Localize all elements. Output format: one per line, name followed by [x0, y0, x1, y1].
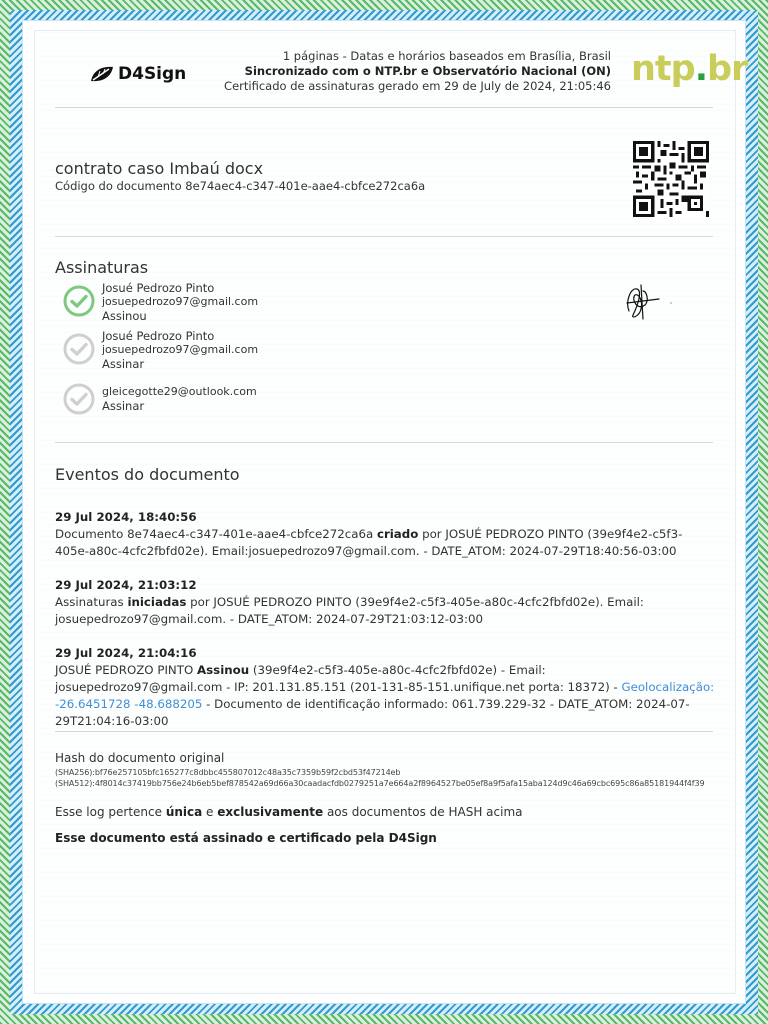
document-title: contrato caso Imbaú docx	[55, 159, 264, 178]
event-description: Assinaturas iniciadas por JOSUÉ PEDROZO PINTO (39e9f4e2-c5f3-405e-a80c-4cfc2fbfd02e). Email: josuepedrozo97@gmail.com. - DATE_ATOM: 2024-07-29T21:03:12-03:00	[55, 595, 644, 626]
events-title: Eventos do documento	[55, 465, 240, 484]
check-circle-icon	[63, 383, 95, 415]
signer-email: josuepedrozo97@gmail.com	[102, 295, 259, 308]
signer-email: josuepedrozo97@gmail.com	[102, 343, 259, 356]
signer-email: gleicegotte29@outlook.com	[102, 385, 257, 398]
signer-row	[63, 379, 463, 425]
log-ownership-note: Esse log pertence única e exclusivamente aos documentos de HASH acima	[55, 805, 523, 819]
divider	[55, 442, 713, 443]
certification-statement: Esse documento está assinado e certificado pela D4Sign	[55, 831, 437, 845]
header-pages-line: 1 páginas - Datas e horários baseados em Brasília, Brasil	[282, 49, 611, 63]
d4sign-logo	[89, 64, 186, 84]
ntp-br-logo: ntp.br	[631, 49, 748, 89]
divider	[55, 236, 713, 237]
certificate-page	[34, 30, 748, 994]
check-circle-icon	[63, 285, 95, 317]
d4sign-leaf-icon	[89, 65, 115, 83]
handwritten-signature	[619, 281, 675, 321]
divider	[55, 107, 713, 108]
divider	[55, 731, 713, 732]
event-item	[55, 509, 715, 560]
certificate-header	[35, 31, 748, 109]
geolocation-link[interactable]: Geolocalização: -26.6451728 -48.688205	[55, 680, 715, 711]
signer-row	[63, 329, 463, 375]
signer-name: Josué Pedrozo Pinto	[102, 281, 215, 295]
check-circle-icon	[63, 333, 95, 365]
header-sync-line: Sincronizado com o NTP.br e Observatório Nacional (ON)	[244, 64, 611, 78]
event-description: Documento 8e74aec4-c347-401e-aae4-cbfce272ca6a criado por JOSUÉ PEDROZO PINTO (39e9f4e2-c5f3-405e-a80c-4cfc2fbfd02e). Email:josuepedrozo97@gmail.com. - DATE_ATOM: 2024-07-29T18:40:56-03:00	[55, 527, 683, 558]
header-generated-line: Certificado de assinaturas gerado em 29 de July de 2024, 21:05:46	[224, 79, 611, 93]
event-item	[55, 577, 715, 628]
signer-status: Assinou	[102, 309, 147, 323]
hash-title: Hash do documento original	[55, 751, 225, 765]
document-code: Código do documento 8e74aec4-c347-401e-aae4-cbfce272ca6a	[55, 179, 426, 193]
hash-sha512: (SHA512):4f8014c37419bb756e24b6eb5bef878542a69d66a30caadacfdb0279251a7e664a2f8964527be05ef8a9f5afa15aba124d9c46a69cbc695c86a85181944f4f39	[55, 779, 705, 788]
signer-status: Assinar	[102, 399, 145, 413]
event-datetime: 29 Jul 2024, 18:40:56	[55, 510, 197, 524]
hash-sha256: (SHA256):bf76e257105bfc165277c8dbbc455807012c48a35c7359b59f2cbd53f47214eb	[55, 768, 401, 777]
event-datetime: 29 Jul 2024, 21:03:12	[55, 578, 197, 592]
signer-status: Assinar	[102, 357, 145, 371]
signer-row	[63, 281, 463, 327]
qr-code-icon	[633, 141, 709, 217]
signatures-title: Assinaturas	[55, 258, 149, 277]
header-info	[224, 49, 611, 94]
event-datetime: 29 Jul 2024, 21:04:16	[55, 646, 197, 660]
event-item	[55, 645, 715, 730]
event-description: JOSUÉ PEDROZO PINTO Assinou (39e9f4e2-c5f3-405e-a80c-4cfc2fbfd02e) - Email: josuepedrozo97@gmail.com - IP: 201.131.85.151 (201-131-85-151.unifique.net porta: 18372) - Geolocalização: -26.6451728 -48.688205 - Documento de identificação informado: 061.739.229-32 - DATE_ATOM: 2024-07-29T21:04:16-03:00	[55, 663, 715, 728]
d4sign-brand-text: D4Sign	[118, 64, 187, 84]
signer-name: Josué Pedrozo Pinto	[102, 329, 215, 343]
